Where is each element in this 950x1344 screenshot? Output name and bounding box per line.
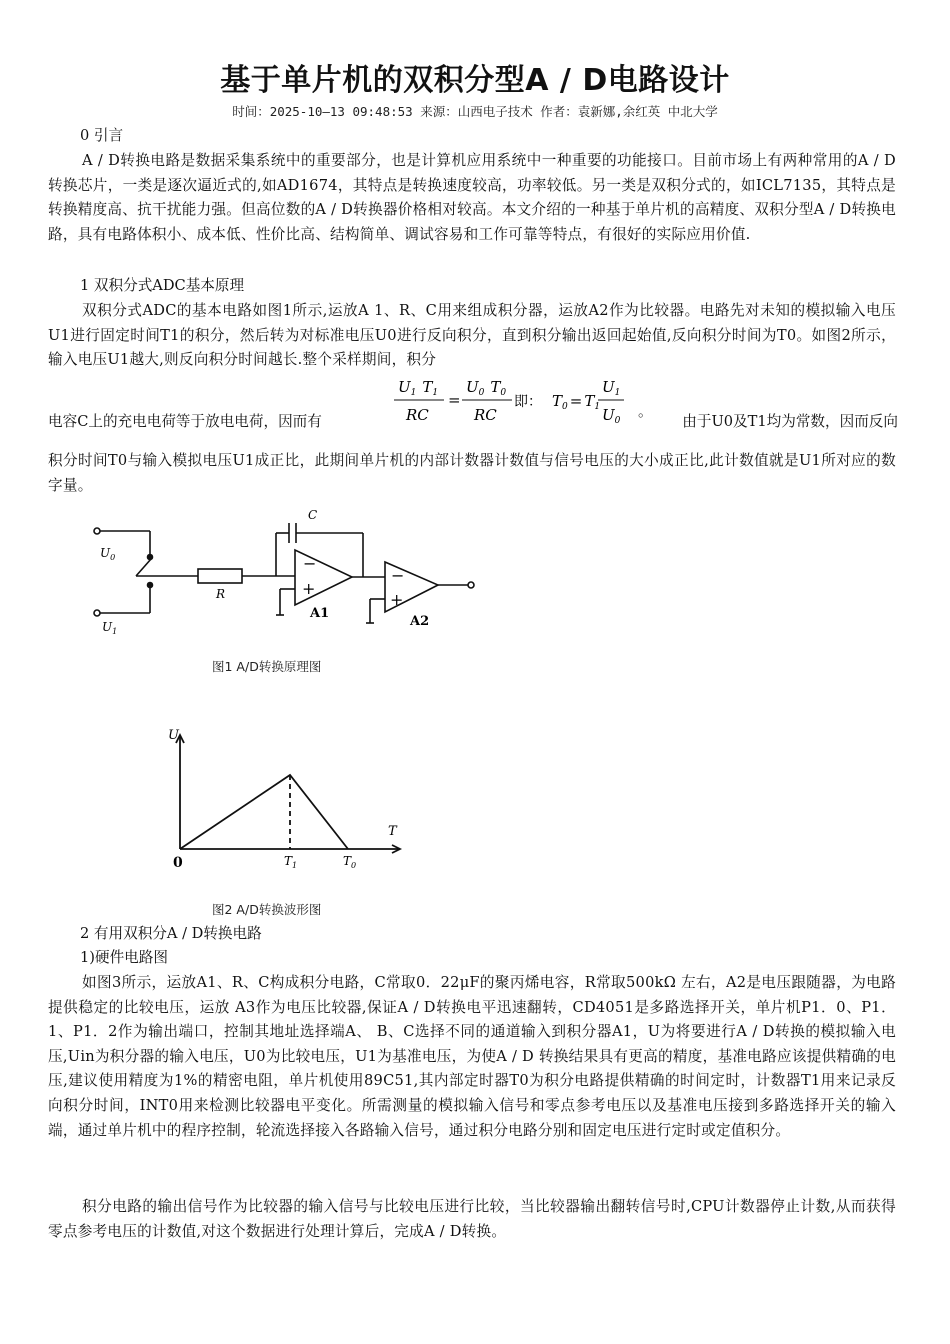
figure2-waveform xyxy=(160,725,410,875)
u0-terminal xyxy=(94,528,100,534)
fig1-a1-plus: + xyxy=(302,579,316,598)
formula-f2-num-t: T xyxy=(490,378,501,396)
paragraph-conclusion: 积分电路的输出信号作为比较器的输入信号与比较电压进行比较，当比较器输出翻转信号时,CPU计数器停止计数,从而获得零点参考电压的计数值,对这个数据进行处理计算后，完成A / D转换。 xyxy=(48,1198,896,1240)
fig2-tick-t1-sub: 1 xyxy=(292,861,298,870)
svg-text:T0 xyxy=(343,854,356,870)
fig1-a2-minus: − xyxy=(391,566,405,585)
section-heading-circuit: 2 有用双积分A / D转换电路 xyxy=(80,925,262,942)
formula-period: 。 xyxy=(638,403,653,420)
svg-text:T1 xyxy=(284,854,297,870)
article-meta: 时间：2025-10—13 09:48:53 来源：山西电子技术 作者：袁新娜,余红英 中北大学 xyxy=(232,104,718,119)
formula-f2-num-u-sub: 0 xyxy=(478,388,485,398)
formula-f1-num-t: T xyxy=(422,378,433,396)
formula-f1-num-t-sub: 1 xyxy=(432,388,439,398)
formula-f3-num: U xyxy=(602,378,615,396)
fig2-tick-t0: T xyxy=(343,854,352,868)
formula-f2-den: RC xyxy=(474,406,497,424)
section-heading-intro: 0 引言 xyxy=(80,127,124,144)
formula-rhs-sub: 1 xyxy=(594,402,601,412)
output-terminal xyxy=(468,582,474,588)
resistor-r xyxy=(198,569,242,583)
svg-text:U0T0 xyxy=(466,378,506,398)
fig1-a1-minus: − xyxy=(303,554,317,573)
fig2-tick-t0-sub: 0 xyxy=(351,861,357,870)
svg-text:U0 xyxy=(602,406,621,426)
paragraph-intro: A / D转换电路是数据采集系统中的重要部分，也是计算机应用系统中一种重要的功能接口。目前市场上有两种常用的A / D转换芯片，一类是逐次逼近式的,如AD1674，其特点是转换速度较高，功率较低。另一类是双积分式的，如ICL7135，其特点是转换精度高、抗干扰能力强。但高位数的A / D转换器价格相对较高。本文介绍的一种基于单片机的高精度、双积分型A / D转换电路，具有电路体积小、成本低、性价比高、结构简单、调试容易和工作可靠等特点，有很好的实际应用价值. xyxy=(48,152,896,243)
formula-lhs: T xyxy=(552,392,563,410)
formula-eq2: = xyxy=(569,392,583,410)
switch-arm xyxy=(136,559,151,576)
formula-f2-num-u: U xyxy=(466,378,479,396)
figure1-circuit xyxy=(80,505,500,650)
formula-f1-den: RC xyxy=(406,406,429,424)
fig1-label-u0: U xyxy=(100,546,111,560)
u1-terminal xyxy=(94,610,100,616)
formula-ji: 即： xyxy=(514,394,542,410)
fig2-axis-x: T xyxy=(388,824,397,839)
figure2-caption: 图2 A/D转换波形图 xyxy=(212,902,322,917)
fig1-label-c: C xyxy=(308,508,318,522)
formula-line xyxy=(48,372,898,432)
fig1-label-u1: U xyxy=(102,620,113,634)
svg-text:U1 xyxy=(102,620,117,636)
fig1-a2-plus: + xyxy=(390,590,404,609)
formula-trail-text: 由于U0及T1均为常数，因而反向 xyxy=(682,413,898,430)
fig2-tick-t1: T xyxy=(284,854,293,868)
svg-text:U1T1 xyxy=(398,378,438,398)
formula-f2-num-t-sub: 0 xyxy=(500,388,507,398)
article-title: 基于单片机的双积分型A / D电路设计 xyxy=(220,63,730,98)
fig1-label-r: R xyxy=(216,587,226,601)
formula-f1-num-u-sub: 1 xyxy=(410,388,417,398)
fig1-label-a2: A2 xyxy=(410,614,430,629)
section-heading-principle: 1 双积分式ADC基本原理 xyxy=(80,277,245,294)
fig1-label-u1-sub: 1 xyxy=(112,627,118,636)
formula-equals: = xyxy=(448,391,461,409)
formula-f1-num-u: U xyxy=(398,378,411,396)
paragraph-proportional: 积分时间T0与输入模拟电压U1成正比，此期间单片机的内部计数器计数值与信号电压的大小成正比,此计数值就是U1所对应的数字量。 xyxy=(48,452,896,494)
fig2-origin: 0 xyxy=(173,855,183,871)
formula-rhs: T xyxy=(584,392,595,410)
subsection-heading-hardware: 1)硬件电路图 xyxy=(80,949,168,966)
integration-waveform xyxy=(180,775,348,849)
fig1-label-a1: A1 xyxy=(310,606,330,621)
figure1-caption: 图1 A/D转换原理图 xyxy=(212,659,322,674)
paragraph-hardware: 如图3所示，运放A1、R、C构成积分电路，C常取0．22μF的聚丙烯电容，R常取500kΩ 左右，A2是电压跟随器，为电路提供稳定的比较电压，运放 A3作为电压比较器,保证A / D转换电平迅速翻转，CD4051是多路选择开关，单片机P1．0、P1．1、P1．2作为输出端口，控制其地址选择端A、 B、C选择不同的通道输入到积分器A1，U为将要进行A / D转换的模拟输入电压,Uin为积分器的输入电压，U0为比较电压，U1为基准电压，为使A / D 转换结果具有更高的精度，基准电路应该提供精确的电压,建议使用精度为1%的精密电阻，单片机使用89C51,其内部定时器T0为积分电路提供精确的时间定时，计数器T1用来记录反向积分时间，INT0用来检测比较器电平变化。所需测量的模拟输入信号和零点参考电压以及基准电压接到多路选择开关的输入端，通过单片机中的程序控制，轮流选择接入各路输入信号，通过积分电路分别和固定电压进行定时或定值积分。 xyxy=(48,974,896,1139)
svg-text:T0=T1 xyxy=(552,392,600,412)
formula-f3-den: U xyxy=(602,406,615,424)
svg-text:U0 xyxy=(100,546,115,562)
formula-f3-num-sub: 1 xyxy=(614,388,621,398)
fig1-label-u0-sub: 0 xyxy=(110,553,116,562)
paragraph-principle: 双积分式ADC的基本电路如图1所示,运放A 1、R、C用来组成积分器，运放A2作为比较器。电路先对未知的模拟输入电压U1进行固定时间T1的积分，然后转为对标准电压U0进行反向积分，直到积分输出返回起始值,反向积分时间为T0。如图2所示，输入电压U1越大,则反向积分时间越长.整个采样期间，积分 xyxy=(48,302,896,369)
formula-lead-text: 电容C上的充电电荷等于放电电荷，因而有 xyxy=(48,413,322,430)
integration-formula xyxy=(388,372,628,432)
formula-lhs-sub: 0 xyxy=(562,402,568,412)
fig2-axis-y: U xyxy=(168,728,179,743)
formula-f3-den-sub: 0 xyxy=(614,416,621,426)
svg-text:U1 xyxy=(602,378,620,398)
